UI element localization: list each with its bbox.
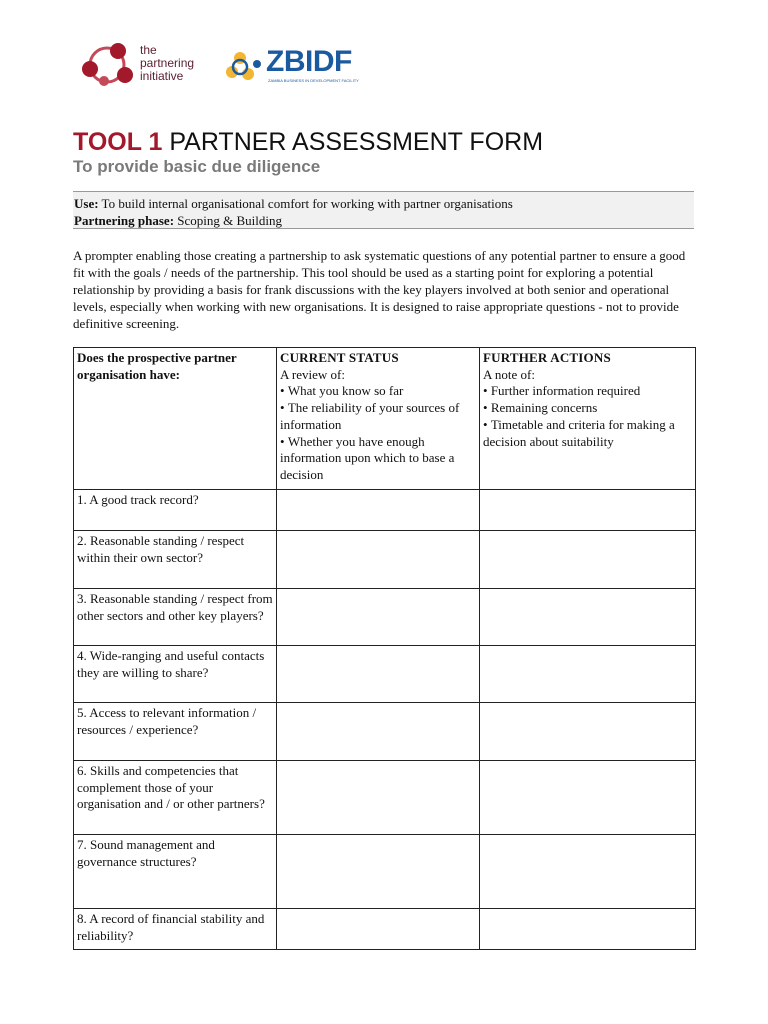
phase-row <box>73 212 694 229</box>
current-status-heading: CURRENT STATUS <box>280 350 399 365</box>
current-status-input-cell[interactable] <box>277 761 480 835</box>
table-row <box>74 703 696 761</box>
list-item: • Further information required <box>483 383 692 400</box>
table-header-row <box>74 348 696 490</box>
current-status-input-cell[interactable] <box>277 531 480 589</box>
table-row <box>74 589 696 646</box>
further-actions-input-cell[interactable] <box>480 909 696 950</box>
current-status-input-cell[interactable] <box>277 835 480 909</box>
form-title: PARTNER ASSESSMENT FORM <box>162 128 544 156</box>
page-subtitle: To provide basic due diligence <box>73 157 321 176</box>
current-status-input-cell[interactable] <box>277 703 480 761</box>
list-item: • What you know so far <box>280 383 476 400</box>
current-status-input-cell[interactable] <box>277 589 480 646</box>
tool-number: TOOL 1 <box>73 128 163 156</box>
zbidf-wordmark: ZBIDF <box>266 45 352 78</box>
further-actions-lead: A note of: <box>483 366 535 382</box>
further-actions-input-cell[interactable] <box>480 835 696 909</box>
current-status-input-cell[interactable] <box>277 646 480 703</box>
list-item: • Remaining concerns <box>483 400 692 417</box>
list-item: • Whether you have enough information upon which to base a decision <box>280 434 476 484</box>
question-cell: 3. Reasonable standing / respect from other sectors and other key players? <box>74 589 277 646</box>
partnering-initiative-wordmark: the partnering initiative <box>140 43 195 83</box>
question-cell: 5. Access to relevant information / resources / experience? <box>74 703 277 761</box>
current-status-input-cell[interactable] <box>277 490 480 531</box>
current-status-lead: A review of: <box>280 366 345 382</box>
further-actions-input-cell[interactable] <box>480 531 696 589</box>
question-cell: 1. A good track record? <box>74 490 277 531</box>
table-row <box>74 761 696 835</box>
current-status-list <box>280 383 476 483</box>
further-actions-input-cell[interactable] <box>480 703 696 761</box>
further-actions-input-cell[interactable] <box>480 589 696 646</box>
phase-text: Scoping & Building <box>174 213 283 228</box>
further-actions-input-cell[interactable] <box>480 490 696 531</box>
header-question-cell <box>74 348 277 490</box>
question-cell: 2. Reasonable standing / respect within their own sector? <box>74 531 277 589</box>
question-cell: 4. Wide-ranging and useful contacts they are willing to share? <box>74 646 277 703</box>
use-row <box>73 195 694 212</box>
header-further-actions-cell <box>480 348 696 490</box>
list-item: • Timetable and criteria for making a decision about suitability <box>483 417 692 450</box>
current-status-input-cell[interactable] <box>277 909 480 950</box>
question-cell: 8. A record of financial stability and reliability? <box>74 909 277 950</box>
further-actions-heading: FURTHER ACTIONS <box>483 350 611 365</box>
table-row <box>74 490 696 531</box>
use-summary-box <box>73 191 694 229</box>
header-question: Does the prospective partner organisation have: <box>77 350 237 382</box>
phase-label: Partnering phase: <box>74 213 175 228</box>
table-row <box>74 531 696 589</box>
further-actions-input-cell[interactable] <box>480 761 696 835</box>
question-cell: 7. Sound management and governance structures? <box>74 835 277 909</box>
table-row <box>74 909 696 950</box>
use-text: To build internal organisational comfort for working with partner organisations <box>98 196 513 211</box>
question-cell: 6. Skills and competencies that complement those of your organisation and / or other partners? <box>74 761 277 835</box>
further-actions-list <box>483 383 692 450</box>
assessment-table <box>73 347 696 950</box>
zbidf-tagline: ZAMBIA BUSINESS IN DEVELOPMENT FACILITY <box>268 78 359 83</box>
table-row <box>74 646 696 703</box>
use-label: Use: <box>74 196 99 211</box>
zbidf-logo-icon <box>224 50 266 84</box>
intro-paragraph: A prompter enabling those creating a partnership to ask systematic questions of any potential partner to ensure a good fit with the goals / needs of the partnership. This tool should be used as a starting point for exploring a potential relationship by providing a basis for frank discussions with the key players involved at both senior and operational levels, especially when working with new organisations. It is designed to raise appropriate questions - not to provide definitive screening. <box>73 248 686 331</box>
partnering-initiative-logo-icon <box>78 40 138 90</box>
header-current-status-cell <box>277 348 480 490</box>
table-row <box>74 835 696 909</box>
further-actions-input-cell[interactable] <box>480 646 696 703</box>
list-item: • The reliability of your sources of information <box>280 400 476 433</box>
page-title <box>73 127 543 157</box>
